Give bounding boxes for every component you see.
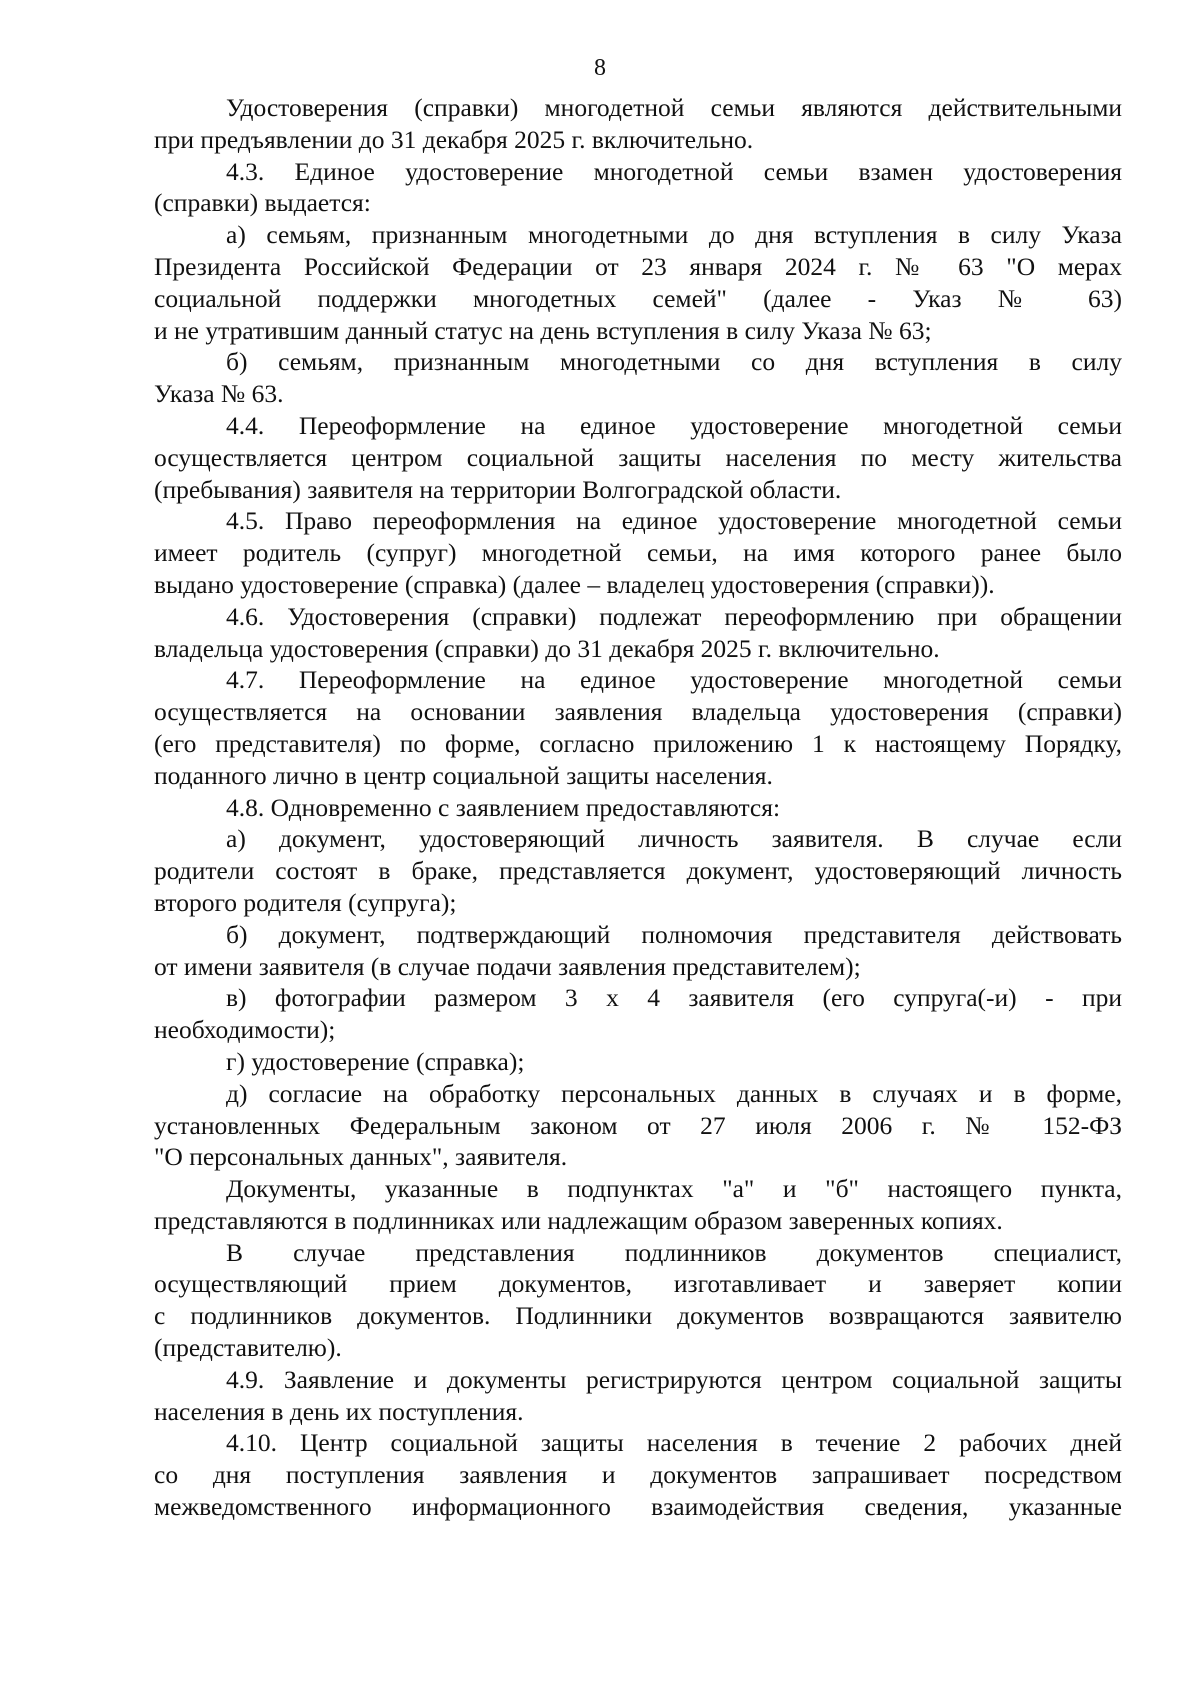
text-line: 4.10. Центр социальной защиты населения в течение 2 рабочих дней: [226, 1428, 1122, 1458]
paragraph-p-4-5: [154, 505, 1122, 600]
text-line: 4.6. Удостоверения (справки) подлежат переоформлению при обращении: [226, 601, 1122, 631]
paragraph-p-4-6: [154, 601, 1122, 665]
paragraph-p-4-3: [154, 156, 1122, 220]
text-line: в) фотографии размером 3 х 4 заявителя (его супруга(-и) - при: [226, 983, 1122, 1013]
text-line: Президента Российской Федерации от 23 января 2024 г. № 63 "О мерах: [154, 251, 1122, 281]
text-line: Удостоверения (справки) многодетной семьи являются действительными: [226, 93, 1122, 122]
text-line: необходимости);: [154, 1015, 336, 1045]
text-line: б) документ, подтверждающий полномочия представителя действовать: [226, 919, 1122, 949]
text-line: 4.8. Одновременно с заявлением предоставляются:: [226, 792, 781, 822]
text-line: Документы, указанные в подпунктах "а" и "б" настоящего пункта,: [226, 1174, 1122, 1204]
paragraph-p-4-8-b: [154, 919, 1122, 983]
text-line: владельца удостоверения (справки) до 31 декабря 2025 г. включительно.: [154, 633, 940, 663]
text-line: (его представителя) по форме, согласно приложению 1 к настоящему Порядку,: [154, 728, 1122, 758]
text-line: а) документ, удостоверяющий личность заявителя. В случае если: [226, 824, 1122, 854]
text-line: населения в день их поступления.: [154, 1396, 524, 1426]
text-line: г) удостоверение (справка);: [226, 1046, 525, 1076]
page-number: 8: [594, 55, 606, 81]
text-line: осуществляется на основании заявления владельца удостоверения (справки): [154, 697, 1122, 727]
text-line: представляются в подлинниках или надлежащим образом заверенных копиях.: [154, 1205, 1003, 1235]
text-line: со дня поступления заявления и документов запрашивает посредством: [154, 1460, 1122, 1490]
text-line: межведомственного информационного взаимодействия сведения, указанные: [154, 1492, 1122, 1522]
paragraph-p-4-9: [154, 1364, 1122, 1428]
paragraph-p-4-3-b: [154, 346, 1122, 410]
text-line: имеет родитель (супруг) многодетной семьи, на имя которого ранее было: [154, 538, 1122, 568]
text-line: с подлинников документов. Подлинники документов возвращаются заявителю: [154, 1301, 1122, 1331]
text-line: 4.5. Право переоформления на единое удостоверение многодетной семьи: [226, 506, 1122, 536]
text-line: б) семьям, признанным многодетными со дня вступления в силу: [226, 347, 1122, 377]
paragraph-p-4-3-a: [154, 219, 1122, 346]
text-line: социальной поддержки многодетных семей" (далее - Указ № 63): [154, 283, 1122, 313]
paragraph-p-4-4: [154, 410, 1122, 505]
document-body: [154, 92, 1122, 1523]
text-line: второго родителя (супруга);: [154, 887, 457, 917]
paragraph-p-originals: [154, 1237, 1122, 1364]
paragraph-p-docs: [154, 1173, 1122, 1237]
text-line: установленных Федеральным законом от 27 июля 2006 г. № 152-ФЗ: [154, 1110, 1122, 1140]
paragraph-p-intro: [154, 92, 1122, 156]
text-line: (пребывания) заявителя на территории Волгоградской области.: [154, 474, 842, 504]
paragraph-p-4-8-g: [154, 1046, 1122, 1078]
text-line: осуществляется центром социальной защиты населения по месту жительства: [154, 442, 1122, 472]
text-line: 4.4. Переоформление на единое удостоверение многодетной семьи: [226, 410, 1122, 440]
text-line: выдано удостоверение (справка) (далее – владелец удостоверения (справки)).: [154, 569, 995, 599]
text-line: "О персональных данных", заявителя.: [154, 1142, 568, 1172]
paragraph-p-4-10: [154, 1427, 1122, 1522]
text-line: и не утратившим данный статус на день вступления в силу Указа № 63;: [154, 315, 932, 345]
text-line: 4.9. Заявление и документы регистрируются центром социальной защиты: [226, 1364, 1122, 1394]
text-line: 4.3. Единое удостоверение многодетной семьи взамен удостоверения: [226, 156, 1122, 186]
text-line: (справки) выдается:: [154, 188, 371, 218]
paragraph-p-4-8-v: [154, 982, 1122, 1046]
text-line: а) семьям, признанным многодетными до дня вступления в силу Указа: [226, 220, 1122, 250]
paragraph-p-4-8-a: [154, 823, 1122, 918]
text-line: поданного лично в центр социальной защиты населения.: [154, 760, 773, 790]
text-line: осуществляющий прием документов, изготавливает и заверяет копии: [154, 1269, 1122, 1299]
paragraph-p-4-7: [154, 664, 1122, 791]
text-line: при предъявлении до 31 декабря 2025 г. включительно.: [154, 124, 754, 154]
text-line: от имени заявителя (в случае подачи заявления представителем);: [154, 951, 861, 981]
paragraph-p-4-8: [154, 792, 1122, 824]
text-line: родители состоят в браке, представляется документ, удостоверяющий личность: [154, 856, 1122, 886]
text-line: д) согласие на обработку персональных данных в случаях и в форме,: [226, 1078, 1122, 1108]
text-line: 4.7. Переоформление на единое удостоверение многодетной семьи: [226, 665, 1122, 695]
text-line: Указа № 63.: [154, 379, 284, 409]
text-line: В случае представления подлинников документов специалист,: [226, 1237, 1122, 1267]
text-line: (представителю).: [154, 1333, 342, 1363]
paragraph-p-4-8-d: [154, 1078, 1122, 1173]
